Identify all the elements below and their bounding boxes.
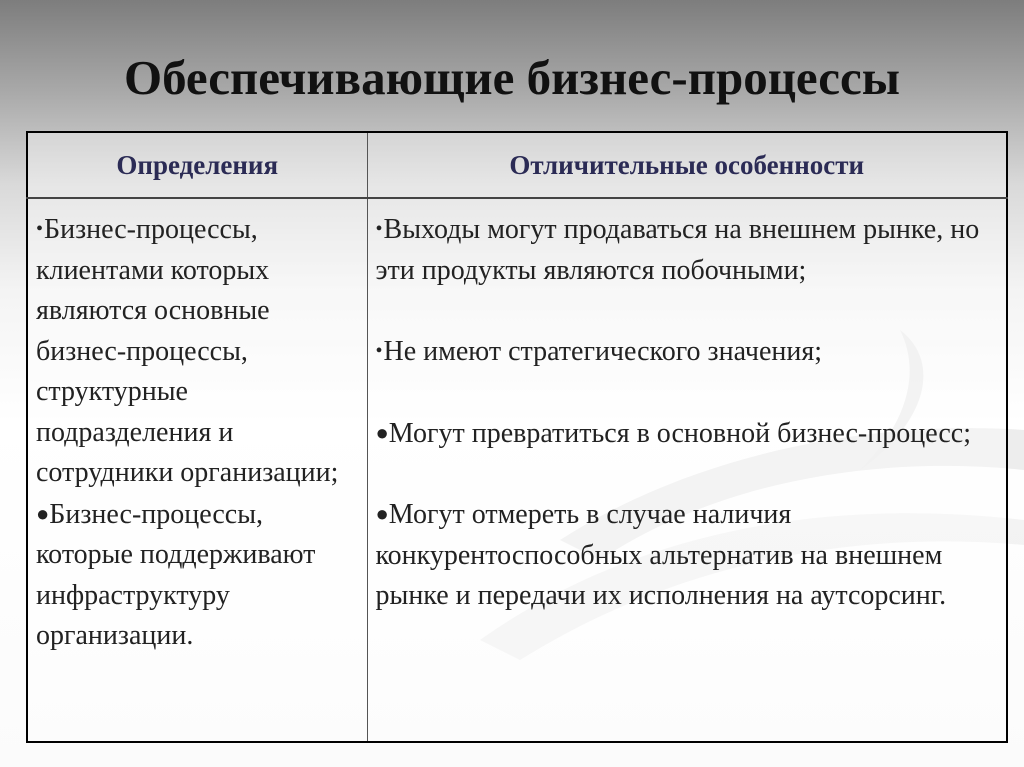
features-list [376,209,999,617]
feature-text: Могут превратиться в основной бизнес-процесс; [388,417,971,449]
definition-text: Бизнес-процессы, клиентами которых являются основные бизнес-процессы, структурные подразделения и сотрудники организации; [36,214,339,488]
list-item [376,209,999,291]
bullet-icon: • [375,340,383,362]
column-header-features: Отличительные особенности [367,132,1007,198]
definitions-list [36,209,359,657]
definition-text: Бизнес-процессы, которые поддерживают инфраструктуру организации. [36,498,316,651]
definitions-cell [27,198,367,742]
bullet-icon: • [375,218,383,240]
comparison-table [26,131,1008,743]
bullet-icon: • [36,218,44,240]
list-item [376,494,999,617]
column-header-definitions: Определения [27,132,367,198]
slide-title: Обеспечивающие бизнес-процессы [123,50,901,105]
list-item [376,413,999,455]
list-item [36,209,359,494]
table-row [27,198,1007,742]
list-item [36,494,359,657]
bullet-icon: ● [375,419,389,445]
feature-text: Могут отмереть в случае наличия конкурентоспособных альтернатив на внешнем рынке и передачи их исполнения на аутсорсинг. [375,499,947,611]
bullet-icon: ● [36,500,50,526]
feature-text: Выходы могут продаваться на внешнем рынке, но эти продукты являются побочными; [375,214,980,286]
list-item [376,331,999,373]
bullet-icon: ● [375,501,389,526]
table-header-row [27,132,1007,198]
features-cell [367,198,1007,742]
feature-text: Не имеют стратегического значения; [383,336,823,367]
